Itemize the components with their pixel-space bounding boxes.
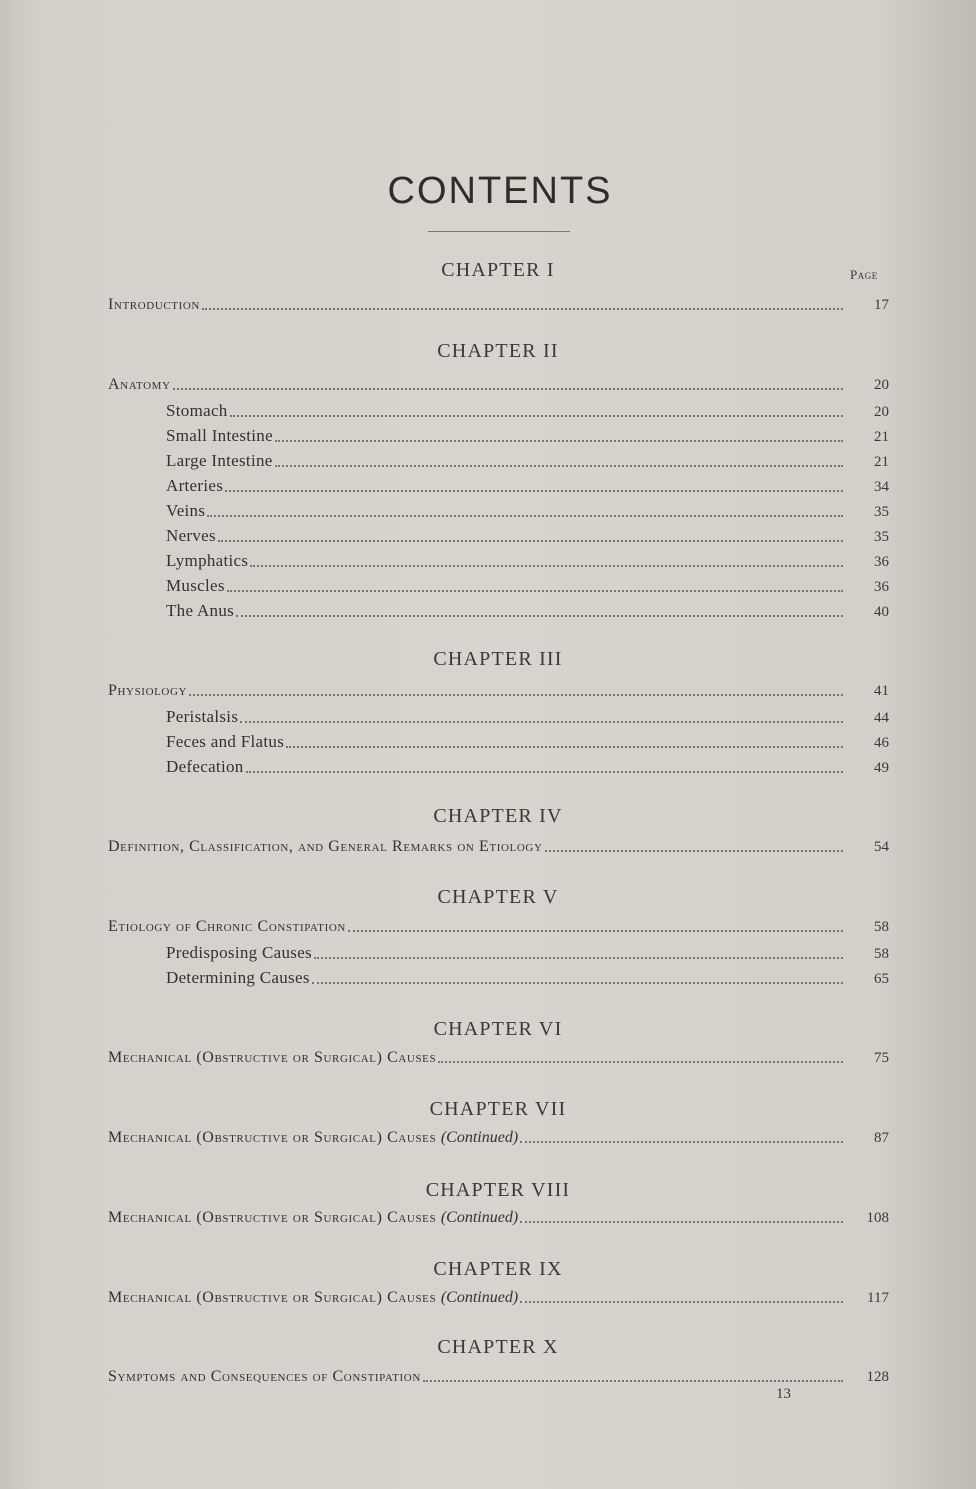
toc-entry-text: Arteries	[166, 476, 224, 495]
chapter-heading: CHAPTER X	[437, 1336, 559, 1358]
toc-page-number: 46	[874, 735, 889, 751]
toc-entry	[166, 551, 889, 571]
toc-page-number: 41	[874, 683, 889, 699]
toc-entry-text: Large Intestine	[166, 451, 273, 470]
chapter-heading: CHAPTER II	[437, 340, 559, 362]
toc-entry-text: Mechanical (Obstructive or Surgical) Causes	[108, 1129, 437, 1146]
toc-page-number: 108	[866, 1210, 889, 1226]
toc-entry-title	[166, 968, 310, 988]
dot-leader	[207, 515, 843, 517]
toc-page-number: 21	[874, 454, 889, 470]
toc-entry-title	[166, 707, 238, 727]
dot-leader	[236, 615, 843, 617]
toc-entry-title	[166, 501, 205, 521]
title-rule	[428, 231, 570, 232]
toc-entry	[108, 1209, 889, 1227]
toc-entry-text: Etiology of Chronic Constipation	[108, 918, 346, 935]
toc-entry-title	[108, 918, 346, 936]
toc-entry-text: Mechanical (Obstructive or Surgical) Causes	[108, 1209, 437, 1226]
chapter-heading: CHAPTER VIII	[425, 1179, 571, 1201]
toc-entry-title	[166, 757, 244, 777]
chapter-heading: CHAPTER IV	[433, 805, 563, 827]
toc-entry-text: Introduction	[108, 296, 200, 313]
dot-leader	[218, 540, 843, 542]
toc-entry-text: The Anus	[166, 601, 235, 620]
toc-entry	[166, 526, 889, 546]
toc-entry-text: Symptoms and Consequences of Constipation	[108, 1368, 421, 1385]
chapter-heading: CHAPTER VI	[433, 1018, 563, 1040]
page-column-label: Page	[850, 267, 878, 282]
chapter-heading: CHAPTER V	[437, 886, 559, 908]
dot-leader	[312, 982, 843, 984]
toc-entry-title	[108, 838, 543, 856]
toc-page-number: 65	[874, 971, 889, 987]
toc-entry-text: Mechanical (Obstructive or Surgical) Causes	[108, 1049, 437, 1066]
page-number: 13	[776, 1386, 791, 1402]
toc-entry-title	[108, 376, 171, 394]
toc-page-number: 87	[874, 1130, 889, 1146]
toc-entry-title	[108, 296, 200, 314]
toc-page-number: 54	[874, 839, 889, 855]
toc-page-number: 20	[874, 404, 889, 420]
dot-leader	[520, 1221, 843, 1223]
dot-leader	[423, 1380, 843, 1382]
dot-leader	[225, 490, 843, 492]
toc-entry-text: Defecation	[166, 757, 244, 776]
toc-entry	[108, 838, 889, 856]
dot-leader	[189, 694, 843, 696]
toc-entry	[166, 401, 889, 421]
toc-entry	[108, 682, 889, 700]
toc-entry-text: Determining Causes	[166, 968, 310, 987]
dot-leader	[286, 746, 843, 748]
dot-leader	[520, 1301, 843, 1303]
toc-page-number: 34	[874, 479, 889, 495]
toc-entry-text: Stomach	[166, 401, 228, 420]
toc-page-number: 36	[874, 554, 889, 570]
toc-entry-text: Veins	[166, 501, 206, 520]
toc-page-number: 17	[874, 297, 889, 313]
toc-entry	[166, 601, 889, 621]
toc-entry	[166, 968, 889, 988]
toc-entry	[108, 1368, 889, 1386]
toc-page-number: 117	[867, 1290, 889, 1306]
toc-entry	[166, 943, 889, 963]
toc-entry	[108, 296, 889, 314]
dot-leader	[173, 388, 843, 390]
toc-page-number: 44	[874, 710, 889, 726]
toc-entry-title	[108, 682, 187, 700]
dot-leader	[250, 565, 843, 567]
toc-entry-title	[166, 601, 234, 621]
toc-entry	[108, 1129, 889, 1147]
dot-leader	[275, 440, 843, 442]
dot-leader	[230, 415, 843, 417]
toc-entry-title	[166, 551, 248, 571]
toc-entry-title	[166, 526, 216, 546]
chapter-heading: CHAPTER VII	[429, 1098, 567, 1120]
toc-entry-text: Predisposing Causes	[166, 943, 312, 962]
toc-entry-title	[108, 1368, 421, 1386]
toc-entry-text: Mechanical (Obstructive or Surgical) Causes	[108, 1289, 437, 1306]
toc-entry	[166, 476, 889, 496]
toc-entry	[166, 451, 889, 471]
toc-entry-title	[166, 476, 223, 496]
page-title: CONTENTS	[387, 170, 613, 212]
toc-page-number: 36	[874, 579, 889, 595]
dot-leader	[314, 957, 843, 959]
toc-entry-title	[108, 1209, 518, 1227]
dot-leader	[275, 465, 843, 467]
toc-entry-title	[108, 1289, 518, 1307]
toc-entry-continued: (Continued)	[440, 1129, 519, 1146]
toc-entry	[166, 501, 889, 521]
chapter-heading: CHAPTER IX	[433, 1258, 563, 1280]
toc-entry	[166, 707, 889, 727]
toc-entry-title	[108, 1129, 518, 1147]
toc-entry	[108, 1049, 889, 1067]
dot-leader	[545, 850, 844, 852]
toc-entry-continued: (Continued)	[440, 1289, 519, 1306]
toc-page-number: 49	[874, 760, 889, 776]
toc-entry	[108, 918, 889, 936]
toc-entry	[108, 376, 889, 394]
toc-entry-text: Nerves	[166, 526, 216, 545]
toc-page-number: 75	[874, 1050, 889, 1066]
dot-leader	[520, 1141, 843, 1143]
dot-leader	[240, 721, 843, 723]
toc-page-number: 58	[874, 946, 889, 962]
toc-entry-text: Feces and Flatus	[166, 732, 285, 751]
toc-page-number: 35	[874, 529, 889, 545]
toc-entry-title	[166, 943, 312, 963]
chapter-heading: CHAPTER I	[441, 259, 555, 281]
toc-entry	[108, 1289, 889, 1307]
toc-entry-title	[166, 732, 284, 752]
toc-entry-title	[166, 426, 273, 446]
dot-leader	[246, 771, 843, 773]
dot-leader	[202, 308, 843, 310]
dot-leader	[227, 590, 843, 592]
toc-page-number: 128	[866, 1369, 889, 1385]
toc-entry-title	[166, 451, 273, 471]
dot-leader	[438, 1061, 843, 1063]
toc-entry-text: Anatomy	[108, 376, 171, 393]
toc-page-number: 40	[874, 604, 889, 620]
toc-entry-title	[166, 401, 228, 421]
toc-entry-text: Physiology	[108, 682, 188, 699]
toc-page-number: 35	[874, 504, 889, 520]
toc-page-number: 20	[874, 377, 889, 393]
chapter-heading: CHAPTER III	[433, 648, 563, 670]
toc-entry-title	[166, 576, 225, 596]
toc-entry	[166, 426, 889, 446]
toc-entry	[166, 757, 889, 777]
toc-entry-continued: (Continued)	[440, 1209, 519, 1226]
toc-entry	[166, 732, 889, 752]
toc-entry-text: Lymphatics	[166, 551, 249, 570]
toc-entry-title	[108, 1049, 436, 1067]
toc-entry	[166, 576, 889, 596]
toc-entry-text: Definition, Classification, and General Remarks on Etiology	[108, 838, 543, 855]
toc-entry-text: Muscles	[166, 576, 225, 595]
dot-leader	[348, 930, 843, 932]
toc-entry-text: Small Intestine	[166, 426, 273, 445]
toc-entry-text: Peristalsis	[166, 707, 239, 726]
toc-page-number: 21	[874, 429, 889, 445]
toc-page-number: 58	[874, 919, 889, 935]
